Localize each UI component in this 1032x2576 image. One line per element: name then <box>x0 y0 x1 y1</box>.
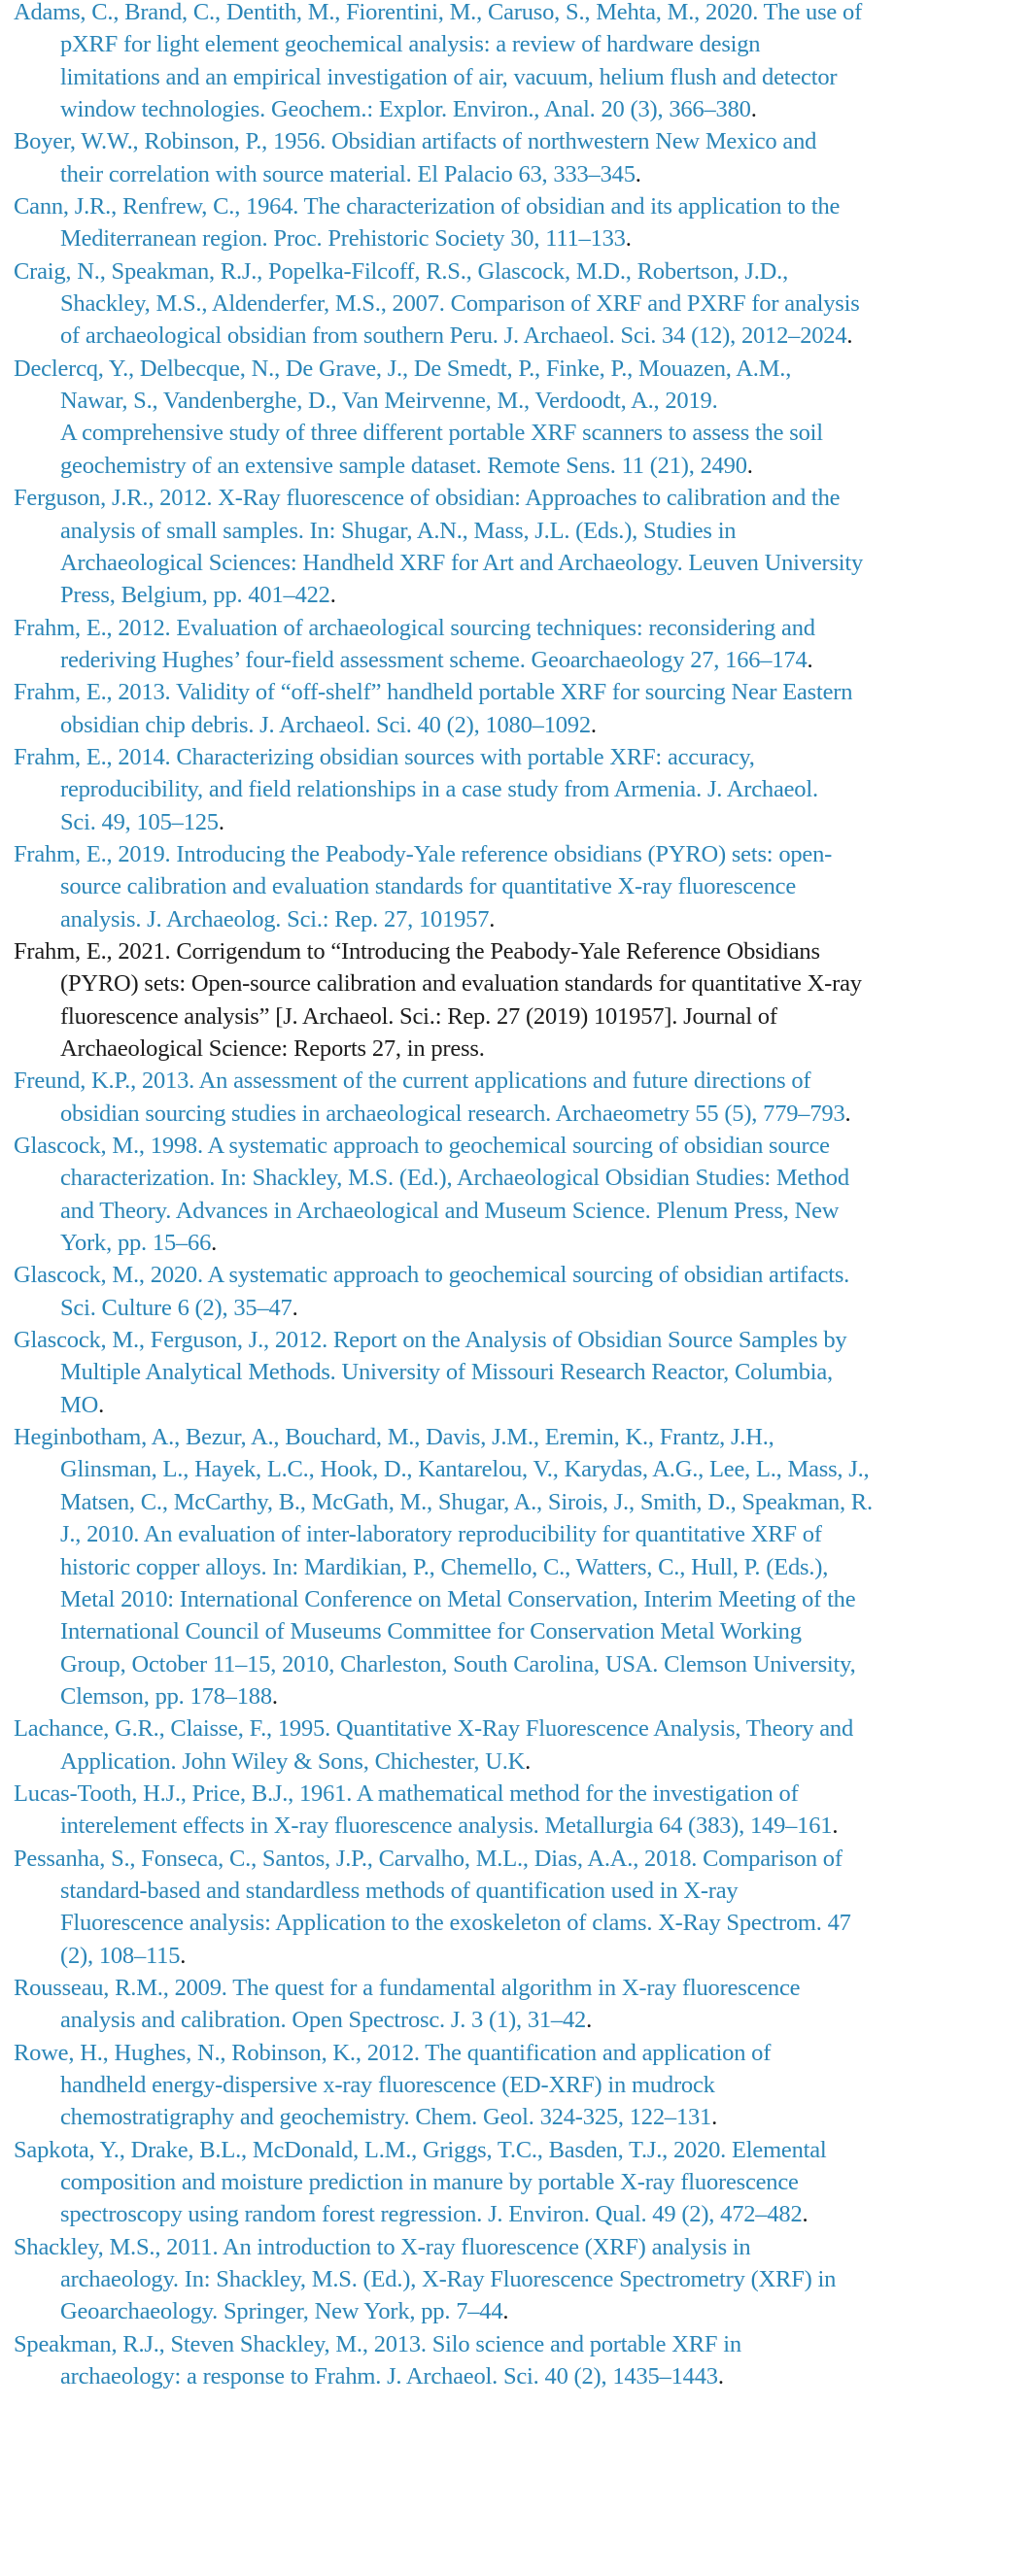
reference-entry[interactable] <box>14 2231 1032 2328</box>
reference-link-line[interactable]: Rousseau, R.M., 2009. The quest for a fundamental algorithm in X-ray fluorescence <box>14 1974 801 2001</box>
reference-link-line[interactable]: archaeology: a response to Frahm. J. Archaeol. Sci. 40 (2), 1435–1443. <box>60 2363 724 2390</box>
reference-link-line[interactable]: Lucas-Tooth, H.J., Price, B.J., 1961. A mathematical method for the investigation of <box>14 1779 799 1807</box>
reference-link-line[interactable]: Sci. Culture 6 (2), 35–47. <box>60 1294 298 1321</box>
reference-link-line[interactable]: Glinsman, L., Hayek, L.C., Hook, D., Kantarelou, V., Karydas, A.G., Lee, L., Mass, J., <box>60 1456 870 1483</box>
reference-link-line[interactable]: handheld energy-dispersive x-ray fluorescence (ED-XRF) in mudrock <box>60 2072 715 2098</box>
reference-terminator: . <box>180 1942 187 1969</box>
reference-entry[interactable] <box>14 1712 1032 1778</box>
reference-link-line[interactable]: analysis and calibration. Open Spectrosc. J. 3 (1), 31–42. <box>60 2007 593 2034</box>
reference-link-line[interactable]: Cann, J.R., Renfrew, C., 1964. The characterization of obsidian and its application to the <box>14 193 841 220</box>
reference-terminator: . <box>844 1100 851 1127</box>
reference-link-line[interactable]: standard-based and standardless methods of quantification used in X-ray <box>60 1877 739 1904</box>
reference-link-line[interactable]: obsidian chip debris. J. Archaeol. Sci. 40 (2), 1080–1092. <box>60 711 597 738</box>
reference-link-line[interactable]: Speakman, R.J., Steven Shackley, M., 2013. Silo science and portable XRF in <box>14 2330 741 2357</box>
reference-link-line[interactable]: Nawar, S., Vandenberghe, D., Van Meirvenne, M., Verdoodt, A., 2019. <box>60 388 718 415</box>
reference-terminator: . <box>711 2104 718 2131</box>
reference-link-line[interactable]: Archaeological Sciences: Handheld XRF for Art and Archaeology. Leuven University <box>60 549 864 576</box>
reference-entry[interactable] <box>14 353 1032 482</box>
reference-link-line[interactable]: limitations and an empirical investigation of air, vacuum, helium flush and detector <box>60 63 838 90</box>
reference-link-line[interactable]: composition and moisture prediction in manure by portable X-ray fluorescence <box>60 2169 799 2196</box>
reference-link-line[interactable]: chemostratigraphy and geochemistry. Chem. Geol. 324-325, 122–131. <box>60 2104 718 2131</box>
reference-terminator: . <box>329 582 336 609</box>
reference-link-line[interactable]: Press, Belgium, pp. 401–422. <box>60 582 336 609</box>
reference-link-line[interactable]: reproducibility, and field relationships in a case study from Armenia. J. Archaeol. <box>60 776 818 803</box>
reference-link-line[interactable]: Sapkota, Y., Drake, B.L., McDonald, L.M., Griggs, T.C., Basden, T.J., 2020. Elemental <box>14 2136 827 2163</box>
reference-link-line[interactable]: source calibration and evaluation standards for quantitative X-ray fluorescence <box>60 873 796 900</box>
reference-link-line[interactable]: Frahm, E., 2013. Validity of “off-shelf” handheld portable XRF for sourcing Near Eastern <box>14 679 853 706</box>
reference-terminator: . <box>586 2007 593 2034</box>
reference-link-line[interactable]: Declercq, Y., Delbecque, N., De Grave, J., De Smedt, P., Finke, P., Mouazen, A.M., <box>14 355 792 382</box>
reference-entry[interactable] <box>14 2134 1032 2231</box>
reference-link-line[interactable]: geochemistry of an extensive sample dataset. Remote Sens. 11 (21), 2490. <box>60 452 753 479</box>
reference-text-line: Archaeological Science: Reports 27, in press. <box>60 1035 485 1062</box>
reference-link-line[interactable]: Frahm, E., 2012. Evaluation of archaeological sourcing techniques: reconsidering and <box>14 614 815 641</box>
reference-link-line[interactable]: Glascock, M., 2020. A systematic approach to geochemical sourcing of obsidian artifacts. <box>14 1262 850 1289</box>
reference-link-line[interactable]: archaeology. In: Shackley, M.S. (Ed.), X-Ray Fluorescence Spectrometry (XRF) in <box>60 2266 837 2293</box>
reference-text-line: fluorescence analysis” [J. Archaeol. Sci.: Rep. 27 (2019) 101957]. Journal of <box>60 1002 777 1030</box>
reference-link-line[interactable]: (2), 108–115. <box>60 1942 187 1969</box>
reference-link-line[interactable]: Sci. 49, 105–125. <box>60 808 224 835</box>
reference-link-line[interactable]: Rowe, H., Hughes, N., Robinson, K., 2012. The quantification and application of <box>14 2039 772 2066</box>
reference-terminator: . <box>502 2298 509 2325</box>
reference-terminator: . <box>846 322 853 350</box>
reference-entry[interactable] <box>14 612 1032 677</box>
reference-link-line[interactable]: pXRF for light element geochemical analysis: a review of hardware design <box>60 31 761 58</box>
reference-terminator: . <box>218 808 224 835</box>
reference-terminator: . <box>625 225 632 253</box>
reference-terminator: . <box>525 1747 532 1775</box>
reference-entry[interactable] <box>14 838 1032 935</box>
reference-entry[interactable] <box>14 741 1032 838</box>
reference-link-line[interactable]: Group, October 11–15, 2010, Charleston, South Carolina, USA. Clemson University, <box>60 1650 856 1678</box>
reference-link-line[interactable]: rederiving Hughes’ four-field assessment scheme. Geoarchaeology 27, 166–174. <box>60 646 813 673</box>
reference-link-line[interactable]: Glascock, M., 1998. A systematic approach to geochemical sourcing of obsidian source <box>14 1133 830 1160</box>
reference-terminator: . <box>271 1682 278 1710</box>
reference-link-line[interactable]: Pessanha, S., Fonseca, C., Santos, J.P., Carvalho, M.L., Dias, A.A., 2018. Comparison of <box>14 1845 843 1872</box>
reference-link-line[interactable]: interelement effects in X-ray fluorescence analysis. Metallurgia 64 (383), 149–161. <box>60 1813 839 1840</box>
reference-link-line[interactable]: Multiple Analytical Methods. University of Missouri Research Reactor, Columbia, <box>60 1359 833 1386</box>
reference-terminator: . <box>478 1035 485 1062</box>
reference-link-line[interactable]: Adams, C., Brand, C., Dentith, M., Fiorentini, M., Caruso, S., Mehta, M., 2020. The use of <box>14 0 863 25</box>
reference-terminator: . <box>746 452 753 479</box>
reference-link-line[interactable]: MO. <box>60 1391 105 1418</box>
reference-link-line[interactable]: of archaeological obsidian from southern Peru. J. Archaeol. Sci. 34 (12), 2012–2024. <box>60 322 853 350</box>
reference-link-line[interactable]: historic copper alloys. In: Mardikian, P., Chemello, C., Watters, C., Hull, P. (Eds.), <box>60 1553 829 1580</box>
reference-link-line[interactable]: Fluorescence analysis: Application to the exoskeleton of clams. X-Ray Spectrom. 47 <box>60 1910 851 1937</box>
reference-entry[interactable] <box>14 125 1032 190</box>
reference-link-line[interactable]: Geoarchaeology. Springer, New York, pp. 7–44. <box>60 2298 509 2325</box>
reference-terminator: . <box>807 646 813 673</box>
reference-link-line[interactable]: Mediterranean region. Proc. Prehistoric Society 30, 111–133. <box>60 225 632 253</box>
reference-link-line[interactable]: Matsen, C., McCarthy, B., McGath, M., Shugar, A., Sirois, J., Smith, D., Speakman, R. <box>60 1488 873 1515</box>
reference-entry[interactable] <box>14 255 1032 353</box>
reference-entry[interactable] <box>14 2328 1032 2393</box>
reference-link-line[interactable]: Glascock, M., Ferguson, J., 2012. Report on the Analysis of Obsidian Source Samples by <box>14 1327 847 1354</box>
reference-link-line[interactable]: Clemson, pp. 178–188. <box>60 1682 278 1710</box>
reference-link-line[interactable]: International Council of Museums Committee for Conservation Metal Working <box>60 1618 802 1645</box>
reference-link-line[interactable]: Ferguson, J.R., 2012. X-Ray fluorescence of obsidian: Approaches to calibration and the <box>14 485 841 512</box>
reference-terminator: . <box>292 1294 298 1321</box>
reference-link-line[interactable]: characterization. In: Shackley, M.S. (Ed.), Archaeological Obsidian Studies: Method <box>60 1165 849 1192</box>
reference-entry[interactable] <box>14 1324 1032 1421</box>
reference-terminator: . <box>98 1391 105 1418</box>
reference-link-line[interactable]: Application. John Wiley & Sons, Chichester, U.K. <box>60 1747 532 1775</box>
reference-link-line[interactable]: Shackley, M.S., 2011. An introduction to X-ray fluorescence (XRF) analysis in <box>14 2233 751 2260</box>
reference-entry[interactable] <box>14 676 1032 741</box>
reference-link-line[interactable]: York, pp. 15–66. <box>60 1230 218 1257</box>
reference-terminator: . <box>211 1230 218 1257</box>
reference-link-line[interactable]: window technologies. Geochem.: Explor. Environ., Anal. 20 (3), 366–380. <box>60 96 757 123</box>
reference-entry[interactable] <box>14 0 1032 125</box>
reference-link-line[interactable]: Freund, K.P., 2013. An assessment of the current applications and future directions of <box>14 1068 811 1095</box>
reference-entry[interactable] <box>14 190 1032 255</box>
reference-terminator: . <box>832 1813 839 1840</box>
reference-entry[interactable] <box>14 2037 1032 2134</box>
reference-terminator: . <box>635 160 641 187</box>
reference-terminator: . <box>717 2363 724 2390</box>
reference-entry[interactable] <box>14 1778 1032 1843</box>
reference-link-line[interactable]: Metal 2010: International Conference on Metal Conservation, Interim Meeting of the <box>60 1585 856 1612</box>
reference-link-line[interactable]: A comprehensive study of three different portable XRF scanners to assess the soil <box>60 420 823 447</box>
reference-link-line[interactable]: Lachance, G.R., Claisse, F., 1995. Quantitative X-Ray Fluorescence Analysis, Theory and <box>14 1715 854 1743</box>
reference-link-line[interactable]: spectroscopy using random forest regression. J. Environ. Qual. 49 (2), 472–482. <box>60 2201 808 2228</box>
reference-entry <box>14 935 1032 1065</box>
reference-terminator: . <box>750 96 757 123</box>
reference-text-line: Frahm, E., 2021. Corrigendum to “Introducing the Peabody-Yale Reference Obsidians <box>14 937 820 965</box>
reference-terminator: . <box>802 2201 808 2228</box>
reference-terminator: . <box>590 711 597 738</box>
reference-link-line[interactable]: analysis of small samples. In: Shugar, A.N., Mass, J.L. (Eds.), Studies in <box>60 517 737 544</box>
reference-text-line: (PYRO) sets: Open-source calibration and evaluation standards for quantitative X-ray <box>60 970 862 998</box>
reference-entry[interactable] <box>14 1259 1032 1324</box>
reference-link-line[interactable]: Shackley, M.S., Aldenderfer, M.S., 2007. Comparison of XRF and PXRF for analysis <box>60 290 860 318</box>
reference-entry[interactable] <box>14 1421 1032 1712</box>
reference-link-line[interactable]: and Theory. Advances in Archaeological and Museum Science. Plenum Press, New <box>60 1197 840 1224</box>
reference-link-line[interactable]: obsidian sourcing studies in archaeological research. Archaeometry 55 (5), 779–793. <box>60 1100 851 1127</box>
reference-entry[interactable] <box>14 1065 1032 1130</box>
reference-link-line[interactable]: their correlation with source material. El Palacio 63, 333–345. <box>60 160 641 187</box>
reference-entry[interactable] <box>14 1130 1032 1259</box>
reference-link-line[interactable]: analysis. J. Archaeolog. Sci.: Rep. 27, 101957. <box>60 905 496 932</box>
reference-link-line[interactable]: Craig, N., Speakman, R.J., Popelka-Filcoff, R.S., Glascock, M.D., Robertson, J.D., <box>14 257 789 285</box>
reference-entry[interactable] <box>14 1972 1032 2037</box>
reference-link-line[interactable]: Frahm, E., 2019. Introducing the Peabody-Yale reference obsidians (PYRO) sets: open- <box>14 840 833 867</box>
reference-link-line[interactable]: J., 2010. An evaluation of inter-laboratory reproducibility for quantitative XRF of <box>60 1521 822 1548</box>
reference-link-line[interactable]: Heginbotham, A., Bezur, A., Bouchard, M., Davis, J.M., Eremin, K., Frantz, J.H., <box>14 1424 774 1451</box>
reference-entry[interactable] <box>14 1843 1032 1972</box>
reference-link-line[interactable]: Boyer, W.W., Robinson, P., 1956. Obsidian artifacts of northwestern New Mexico and <box>14 128 817 155</box>
reference-terminator: . <box>489 905 496 932</box>
reference-entry[interactable] <box>14 482 1032 611</box>
reference-link-line[interactable]: Frahm, E., 2014. Characterizing obsidian sources with portable XRF: accuracy, <box>14 743 755 770</box>
